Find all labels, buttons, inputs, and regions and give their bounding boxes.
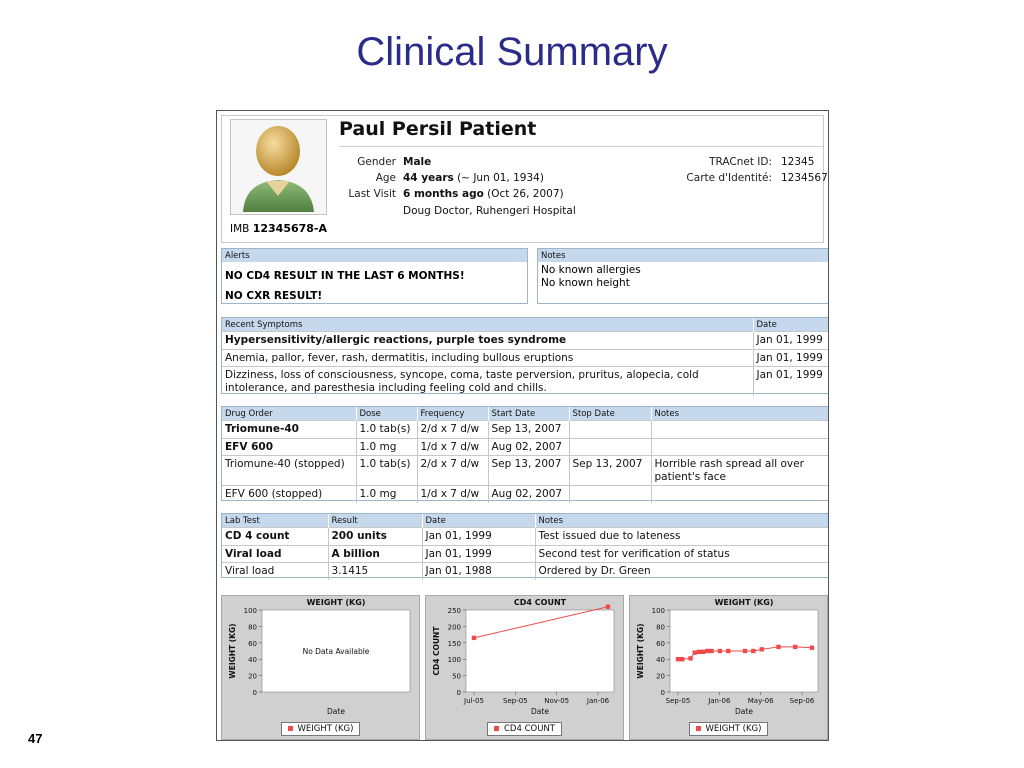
symptom-cell: Anemia, pallor, fever, rash, dermatitis, including bullous eruptions xyxy=(222,349,753,367)
start-cell: Aug 02, 2007 xyxy=(488,486,569,503)
lab-notes-header: Notes xyxy=(535,514,828,528)
data-point xyxy=(810,646,814,650)
legend-label: WEIGHT (KG) xyxy=(297,724,354,734)
notes-cell xyxy=(651,421,828,439)
tracnet-label: TRACnet ID: xyxy=(709,156,772,168)
lab-test-cell: Viral load xyxy=(222,563,328,580)
y-tick-label: 0 xyxy=(456,689,461,697)
notes-cell xyxy=(651,486,828,503)
lab-test-cell: Viral load xyxy=(222,545,328,563)
table-row xyxy=(222,545,828,563)
drug-cell: Triomune-40 (stopped) xyxy=(222,456,356,486)
weight-chart-empty xyxy=(221,595,420,740)
data-point xyxy=(751,649,755,653)
note-item: No known height xyxy=(541,276,630,289)
chart-legend xyxy=(222,716,419,736)
table-row xyxy=(222,528,828,546)
dose-cell: 1.0 tab(s) xyxy=(356,421,417,439)
drug-notes-header: Notes xyxy=(651,407,828,421)
y-tick-label: 40 xyxy=(656,656,665,665)
stop-cell xyxy=(569,486,651,503)
data-point xyxy=(705,649,709,653)
frequency-cell: 1/d x 7 d/w xyxy=(417,438,488,456)
gender-label: Gender xyxy=(357,156,396,168)
y-tick-label: 50 xyxy=(452,672,461,681)
table-row xyxy=(222,456,828,486)
symptom-cell: Dizziness, loss of consciousness, syncope, coma, taste perversion, pruritus, alopecia, cold intolerance, and paresthesia including feeling cold and chills. xyxy=(222,367,753,397)
date-cell: Jan 01, 1988 xyxy=(422,563,535,580)
dose-cell: 1.0 tab(s) xyxy=(356,456,417,486)
x-tick-label: Nov-05 xyxy=(544,697,570,705)
frequency-cell: 1/d x 7 d/w xyxy=(417,486,488,503)
legend-label: CD4 COUNT xyxy=(504,724,555,734)
table-row xyxy=(222,421,828,439)
y-tick-label: 250 xyxy=(447,607,461,615)
imb-label: IMB xyxy=(230,223,250,235)
y-tick-label: 150 xyxy=(447,639,461,648)
stop-date-header: Stop Date xyxy=(569,407,651,421)
alert-item: NO CXR RESULT! xyxy=(225,290,323,302)
result-header: Result xyxy=(328,514,422,528)
data-point xyxy=(743,649,747,653)
dose-cell: 1.0 mg xyxy=(356,486,417,503)
y-tick-label: 20 xyxy=(656,672,665,681)
result-cell: 200 units xyxy=(328,528,422,546)
notes-cell: Ordered by Dr. Green xyxy=(535,563,828,580)
chart-legend xyxy=(630,716,827,736)
drug-cell: EFV 600 (stopped) xyxy=(222,486,356,503)
chart-title: WEIGHT (KG) xyxy=(714,598,774,607)
y-axis-label: WEIGHT (KG) xyxy=(228,623,237,679)
start-date-header: Start Date xyxy=(488,407,569,421)
table-row xyxy=(222,349,828,367)
note-item: No known allergies xyxy=(541,264,641,276)
y-tick-label: 60 xyxy=(656,639,665,648)
frequency-header: Frequency xyxy=(417,407,488,421)
person-avatar-icon xyxy=(230,119,327,215)
patient-header xyxy=(221,115,828,243)
data-point xyxy=(718,649,722,653)
result-cell: 3.1415 xyxy=(328,563,422,580)
notes-cell: Second test for verification of status xyxy=(535,545,828,563)
date-cell: Jan 01, 1999 xyxy=(753,367,828,397)
y-tick-label: 0 xyxy=(252,689,257,697)
clinical-summary-card xyxy=(216,110,829,741)
y-tick-label: 60 xyxy=(248,639,257,648)
symptom-cell: Hypersensitivity/allergic reactions, purple toes syndrome xyxy=(222,332,753,350)
data-point xyxy=(697,650,701,654)
symptoms-header: Recent Symptoms xyxy=(222,318,753,332)
date-cell: Jan 01, 1999 xyxy=(753,332,828,350)
legend-marker-icon xyxy=(696,726,701,731)
data-point xyxy=(793,645,797,649)
table-row xyxy=(222,367,828,397)
lab-test-cell: CD 4 count xyxy=(222,528,328,546)
chart-legend xyxy=(426,716,623,736)
visit-provider: Doug Doctor, Ruhengeri Hospital xyxy=(403,205,576,217)
alert-item: NO CD4 RESULT IN THE LAST 6 MONTHS! xyxy=(225,270,465,282)
frequency-cell: 2/d x 7 d/w xyxy=(417,421,488,439)
chart-title: WEIGHT (KG) xyxy=(306,598,366,607)
y-axis-label: WEIGHT (KG) xyxy=(636,623,645,679)
drug-cell: EFV 600 xyxy=(222,438,356,456)
dose-header: Dose xyxy=(356,407,417,421)
alerts-header: Alerts xyxy=(222,249,527,262)
y-tick-label: 0 xyxy=(660,689,665,697)
notes-header: Notes xyxy=(538,249,828,262)
legend-marker-icon xyxy=(494,726,499,731)
x-axis-label: Date xyxy=(531,707,549,716)
lab-test-header: Lab Test xyxy=(222,514,328,528)
data-point xyxy=(472,636,476,640)
x-tick-label: Sep-06 xyxy=(789,697,815,705)
slide-number: 47 xyxy=(28,731,43,746)
no-data-message: No Data Available xyxy=(302,647,370,656)
data-point xyxy=(701,650,705,654)
imb-id xyxy=(230,222,327,235)
data-point xyxy=(709,649,713,653)
gender-value: Male xyxy=(403,156,432,168)
y-tick-label: 200 xyxy=(447,623,461,632)
result-cell: A billion xyxy=(328,545,422,563)
lab-date-header: Date xyxy=(422,514,535,528)
legend-label: WEIGHT (KG) xyxy=(705,724,762,734)
data-point xyxy=(693,650,697,654)
drug-orders-table xyxy=(221,406,829,501)
data-point xyxy=(726,649,730,653)
table-row xyxy=(222,563,828,580)
x-tick-label: Jan-06 xyxy=(708,697,731,705)
chart-title: CD4 COUNT xyxy=(513,598,567,607)
y-tick-label: 80 xyxy=(656,623,665,632)
stop-cell xyxy=(569,438,651,456)
x-axis-label: Date xyxy=(735,707,753,716)
date-cell: Jan 01, 1999 xyxy=(422,545,535,563)
data-point xyxy=(676,657,680,661)
data-point xyxy=(606,605,610,609)
start-cell: Aug 02, 2007 xyxy=(488,438,569,456)
last-visit-label: Last Visit xyxy=(348,188,396,200)
x-tick-label: May-06 xyxy=(747,697,774,705)
y-tick-label: 80 xyxy=(248,623,257,632)
cd4-count-chart xyxy=(425,595,624,740)
legend-marker-icon xyxy=(288,726,293,731)
data-point xyxy=(688,656,692,660)
x-tick-label: Jan-06 xyxy=(586,697,610,705)
stop-cell xyxy=(569,421,651,439)
last-visit-value: 6 months ago (Oct 26, 2007) xyxy=(403,188,564,200)
x-axis-label: Date xyxy=(327,707,345,716)
start-cell: Sep 13, 2007 xyxy=(488,456,569,486)
start-cell: Sep 13, 2007 xyxy=(488,421,569,439)
date-cell: Jan 01, 1999 xyxy=(422,528,535,546)
data-point xyxy=(776,645,780,649)
data-point xyxy=(760,647,764,651)
header-divider xyxy=(339,146,823,147)
y-tick-label: 100 xyxy=(243,607,257,615)
y-tick-label: 100 xyxy=(651,607,665,615)
y-tick-label: 20 xyxy=(248,672,257,681)
table-row xyxy=(222,438,828,456)
notes-cell: Test issued due to lateness xyxy=(535,528,828,546)
table-row xyxy=(222,486,828,503)
x-tick-label: Jul-05 xyxy=(464,697,484,705)
y-tick-label: 40 xyxy=(248,656,257,665)
x-tick-label: Sep-05 xyxy=(665,697,691,705)
x-tick-label: Sep-05 xyxy=(503,697,528,705)
drug-header: Drug Order xyxy=(222,407,356,421)
symptoms-table xyxy=(221,317,829,394)
patient-name: Paul Persil Patient xyxy=(339,118,537,140)
notes-panel xyxy=(537,248,829,304)
dose-cell: 1.0 mg xyxy=(356,438,417,456)
notes-cell: Horrible rash spread all over patient's face xyxy=(651,456,828,486)
notes-cell xyxy=(651,438,828,456)
alerts-panel xyxy=(221,248,528,304)
age-value: 44 years (~ Jun 01, 1934) xyxy=(403,172,544,184)
stop-cell: Sep 13, 2007 xyxy=(569,456,651,486)
age-label: Age xyxy=(375,172,396,184)
carte-identite-label: Carte d'Identité: xyxy=(686,172,772,184)
tracnet-value: 12345 xyxy=(781,156,815,168)
frequency-cell: 2/d x 7 d/w xyxy=(417,456,488,486)
slide-title: Clinical Summary xyxy=(356,30,668,74)
carte-identite-value: 1234567 xyxy=(781,172,828,184)
y-axis-label: CD4 COUNT xyxy=(432,626,441,676)
date-cell: Jan 01, 1999 xyxy=(753,349,828,367)
drug-cell: Triomune-40 xyxy=(222,421,356,439)
data-point xyxy=(680,657,684,661)
imb-value: 12345678-A xyxy=(252,222,328,235)
table-row xyxy=(222,332,828,350)
symptoms-date-header: Date xyxy=(753,318,828,332)
y-tick-label: 100 xyxy=(447,656,461,665)
lab-tests-table xyxy=(221,513,829,578)
weight-chart xyxy=(629,595,828,740)
